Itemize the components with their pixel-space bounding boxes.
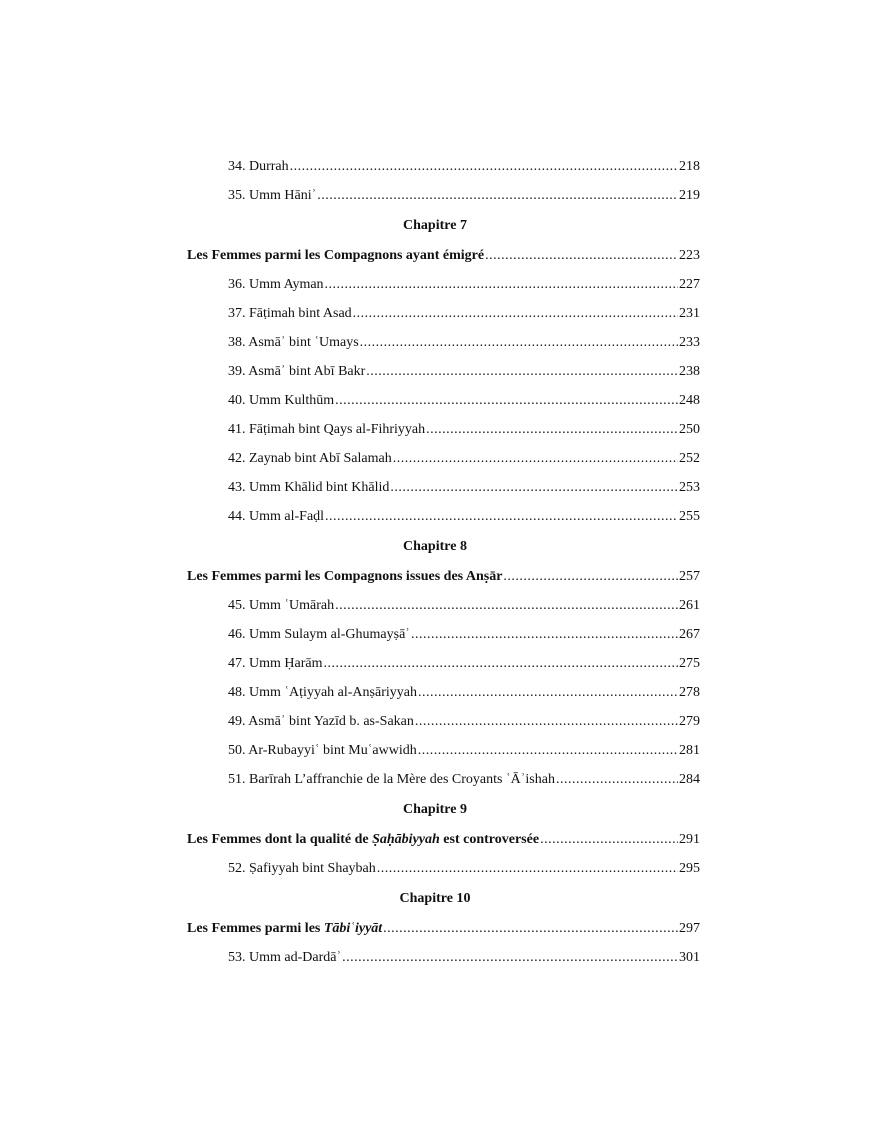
dot-leader — [411, 620, 678, 649]
toc-entry — [0, 181, 870, 210]
entry-number: 39. — [228, 364, 246, 379]
section-title-part: Les Femmes parmi les Compagnons ayant émigré — [187, 248, 485, 263]
dot-leader — [323, 649, 678, 678]
toc-entry — [0, 678, 870, 707]
section-title-part: Les Femmes parmi les — [187, 921, 324, 936]
entry-label — [228, 649, 322, 678]
entry-number: 42. — [228, 451, 246, 466]
entry-label — [228, 357, 365, 386]
chapter-heading — [0, 531, 870, 562]
entry-title: Durrah — [249, 159, 289, 174]
chapter-title: Chapitre 7 — [403, 218, 467, 233]
entry-label — [187, 825, 539, 854]
chapter-heading — [0, 883, 870, 914]
entry-label — [228, 299, 352, 328]
toc-entry — [0, 444, 870, 473]
entry-line — [228, 854, 700, 883]
entry-title: Umm Ḥarām — [249, 656, 323, 671]
entry-label — [228, 678, 417, 707]
entry-title: Umm Hāniʾ — [249, 188, 317, 203]
entry-title: Barīrah L’affranchie de la Mère des Croyants ʿĀʾishah — [249, 772, 555, 787]
entry-label — [228, 943, 341, 972]
entry-title: Umm ʿAṭiyyah al-Anṣāriyyah — [249, 685, 417, 700]
toc-section — [0, 825, 870, 854]
entry-title: Umm Sulaym al-Ghumayṣāʾ — [249, 627, 410, 642]
entry-number: 51. — [228, 772, 246, 787]
page-number: 252 — [679, 451, 700, 466]
entry-label — [228, 415, 425, 444]
toc-entry — [0, 415, 870, 444]
section-line — [187, 914, 700, 943]
entry-line — [228, 357, 700, 386]
toc-entry — [0, 357, 870, 386]
entry-line — [228, 152, 700, 181]
table-of-contents — [0, 152, 870, 972]
entry-label — [187, 241, 484, 270]
chapter-title: Chapitre 8 — [403, 539, 467, 554]
entry-line — [228, 386, 700, 415]
section-title-part: Les Femmes parmi les Compagnons issues des Anṣār — [187, 569, 503, 584]
page-number: 267 — [679, 627, 700, 642]
entry-line — [228, 270, 700, 299]
entry-label — [228, 854, 376, 883]
entry-line — [228, 943, 700, 972]
page-number: 281 — [679, 743, 700, 758]
section-line — [187, 241, 700, 270]
entry-label — [228, 620, 410, 649]
entry-label — [228, 736, 417, 765]
entry-title: Umm ad-Dardāʾ — [249, 950, 342, 965]
toc-entry — [0, 736, 870, 765]
dot-leader — [335, 591, 678, 620]
dot-leader — [366, 357, 678, 386]
section-title-part: Tābiʿiyyāt — [323, 921, 383, 936]
entry-line — [228, 328, 700, 357]
entry-line — [228, 473, 700, 502]
toc-section — [0, 914, 870, 943]
entry-line — [228, 707, 700, 736]
toc-entry — [0, 591, 870, 620]
entry-number: 49. — [228, 714, 246, 729]
page-number: 218 — [679, 159, 700, 174]
entry-label — [187, 562, 502, 591]
toc-entry — [0, 943, 870, 972]
toc-entry — [0, 270, 870, 299]
dot-leader — [342, 943, 678, 972]
chapter-heading — [0, 794, 870, 825]
toc-entry — [0, 707, 870, 736]
entry-title: Ṣafiyyah bint Shaybah — [249, 861, 376, 876]
toc-entry — [0, 473, 870, 502]
dot-leader — [377, 854, 678, 883]
toc-entry — [0, 765, 870, 794]
page-number: 223 — [679, 248, 700, 263]
dot-leader — [503, 562, 678, 591]
dot-leader — [317, 181, 678, 210]
entry-title: Fāṭimah bint Asad — [249, 306, 352, 321]
entry-line — [228, 502, 700, 531]
entry-line — [228, 415, 700, 444]
entry-number: 40. — [228, 393, 246, 408]
chapter-title: Chapitre 9 — [403, 802, 467, 817]
toc-entry — [0, 502, 870, 531]
dot-leader — [335, 386, 678, 415]
toc-entry — [0, 649, 870, 678]
entry-line — [228, 299, 700, 328]
entry-label — [228, 444, 392, 473]
entry-title: Asmāʾ bint ʿUmays — [248, 335, 359, 350]
chapter-title: Chapitre 10 — [399, 891, 471, 906]
entry-title: Fāṭimah bint Qays al-Fihriyyah — [249, 422, 426, 437]
dot-leader — [353, 299, 678, 328]
entry-number: 53. — [228, 950, 246, 965]
entry-line — [228, 765, 700, 794]
entry-label — [228, 707, 414, 736]
entry-label — [228, 270, 324, 299]
toc-entry — [0, 328, 870, 357]
toc-entry — [0, 386, 870, 415]
chapter-heading — [0, 210, 870, 241]
page-number: 275 — [679, 656, 700, 671]
toc-section — [0, 241, 870, 270]
toc-section — [0, 562, 870, 591]
entry-title: Umm al-Faḍl — [249, 509, 325, 524]
section-line — [187, 562, 700, 591]
dot-leader — [426, 415, 678, 444]
entry-number: 34. — [228, 159, 246, 174]
entry-number: 50. — [228, 743, 246, 758]
page-number: 291 — [679, 832, 700, 847]
page-number: 278 — [679, 685, 700, 700]
page-number: 279 — [679, 714, 700, 729]
entry-number: 44. — [228, 509, 246, 524]
entry-title: Umm Ayman — [249, 277, 324, 292]
entry-label — [228, 765, 555, 794]
dot-leader — [390, 473, 678, 502]
entry-number: 38. — [228, 335, 246, 350]
entry-line — [228, 181, 700, 210]
entry-number: 41. — [228, 422, 246, 437]
entry-number: 46. — [228, 627, 246, 642]
page-number: 238 — [679, 364, 700, 379]
entry-number: 52. — [228, 861, 246, 876]
entry-line — [228, 620, 700, 649]
dot-leader — [415, 707, 678, 736]
dot-leader — [360, 328, 678, 357]
dot-leader — [540, 825, 678, 854]
section-title-part: est controversée — [439, 832, 540, 847]
page-number: 219 — [679, 188, 700, 203]
section-line — [187, 825, 700, 854]
entry-title: Umm ʿUmārah — [249, 598, 335, 613]
page-number: 231 — [679, 306, 700, 321]
page-number: 253 — [679, 480, 700, 495]
entry-title: Zaynab bint Abī Salamah — [249, 451, 392, 466]
entry-line — [228, 591, 700, 620]
toc-entry — [0, 620, 870, 649]
dot-leader — [393, 444, 678, 473]
toc-entry — [0, 299, 870, 328]
entry-title: Umm Kulthūm — [249, 393, 335, 408]
entry-label — [187, 914, 382, 943]
page-number: 261 — [679, 598, 700, 613]
page-number: 295 — [679, 861, 700, 876]
entry-number: 36. — [228, 277, 246, 292]
toc-entry — [0, 854, 870, 883]
dot-leader — [325, 502, 678, 531]
entry-label — [228, 502, 324, 531]
entry-line — [228, 736, 700, 765]
page-number: 233 — [679, 335, 700, 350]
page-number: 227 — [679, 277, 700, 292]
entry-line — [228, 444, 700, 473]
dot-leader — [485, 241, 678, 270]
page-number: 284 — [679, 772, 700, 787]
entry-title: Umm Khālid bint Khālid — [249, 480, 390, 495]
entry-title: Ar-Rubayyiʿ bint Muʿawwidh — [248, 743, 417, 758]
entry-line — [228, 678, 700, 707]
dot-leader — [418, 736, 678, 765]
page-number: 301 — [679, 950, 700, 965]
entry-label — [228, 181, 316, 210]
page-number: 297 — [679, 921, 700, 936]
entry-number: 35. — [228, 188, 246, 203]
dot-leader — [418, 678, 678, 707]
page-number: 257 — [679, 569, 700, 584]
entry-number: 47. — [228, 656, 246, 671]
entry-label — [228, 473, 389, 502]
section-title-part: Les Femmes dont la qualité de — [187, 832, 373, 847]
entry-number: 45. — [228, 598, 246, 613]
entry-number: 43. — [228, 480, 246, 495]
dot-leader — [556, 765, 678, 794]
entry-line — [228, 649, 700, 678]
dot-leader — [290, 152, 678, 181]
page-number: 255 — [679, 509, 700, 524]
entry-label — [228, 328, 359, 357]
entry-label — [228, 591, 334, 620]
page-number: 250 — [679, 422, 700, 437]
entry-title: Asmāʾ bint Abī Bakr — [248, 364, 366, 379]
section-title-part: Ṣaḥābiyyah — [372, 832, 440, 847]
dot-leader — [325, 270, 678, 299]
entry-label — [228, 152, 289, 181]
toc-entry — [0, 152, 870, 181]
page-number: 248 — [679, 393, 700, 408]
entry-number: 37. — [228, 306, 246, 321]
entry-title: Asmāʾ bint Yazīd b. as-Sakan — [248, 714, 414, 729]
entry-label — [228, 386, 334, 415]
entry-number: 48. — [228, 685, 246, 700]
dot-leader — [383, 914, 678, 943]
